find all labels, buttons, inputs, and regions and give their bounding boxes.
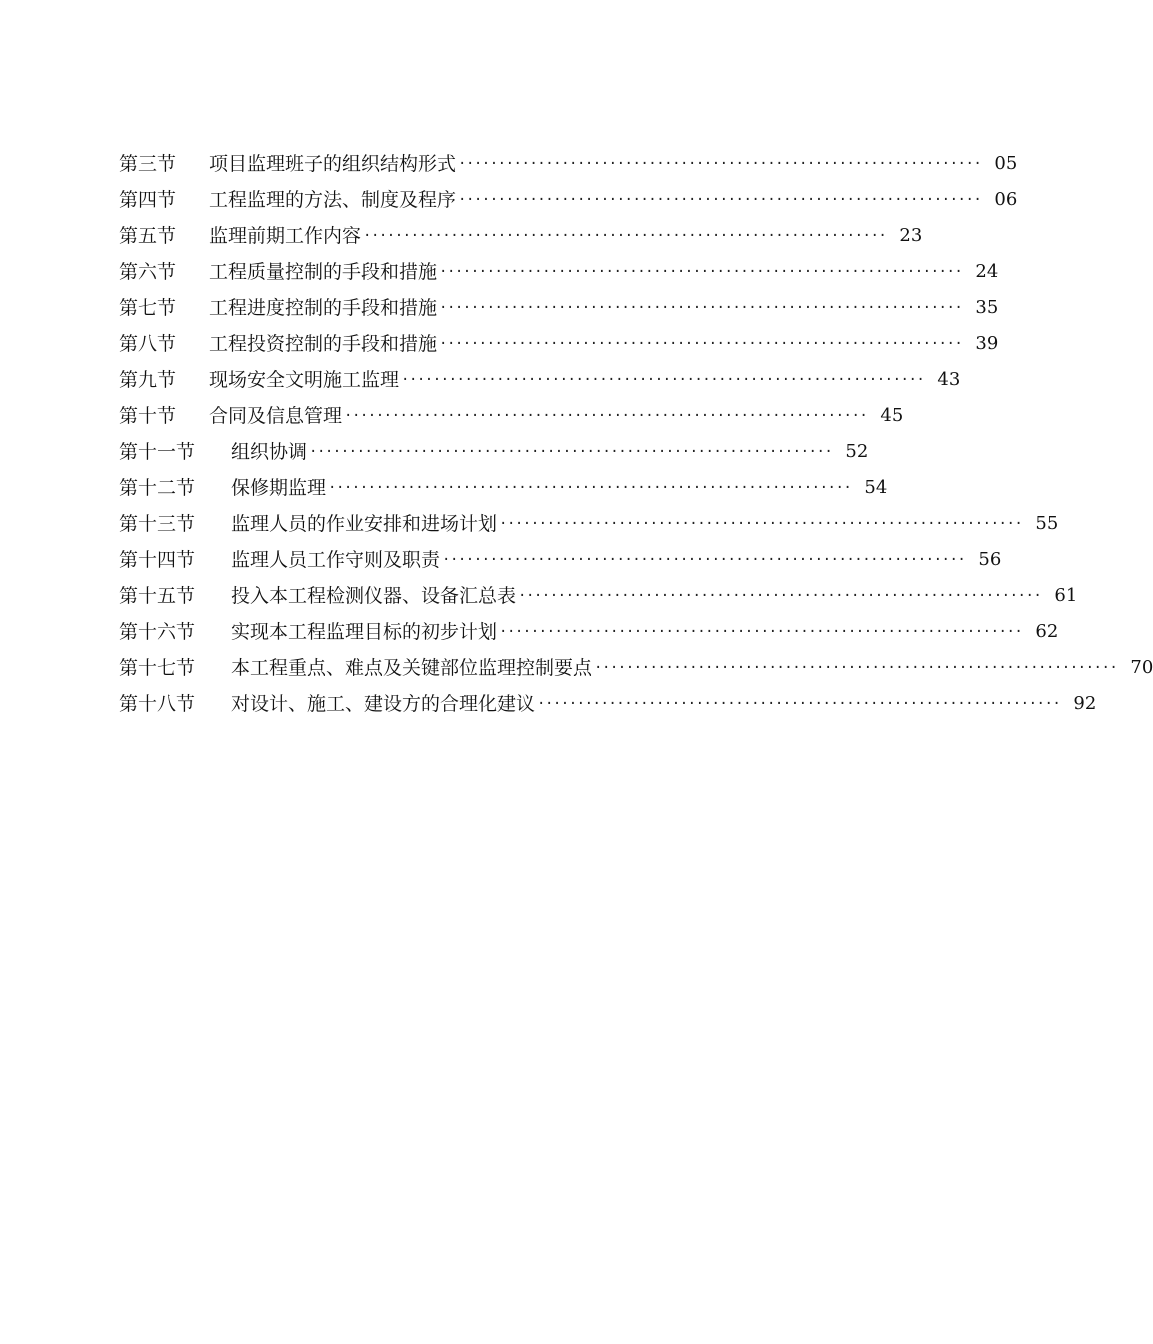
- toc-section-title: 合同及信息管理: [209, 405, 343, 427]
- toc-section-title: 工程进度控制的手段和措施: [209, 297, 438, 319]
- toc-page-number: 70: [1130, 657, 1153, 678]
- toc-page-number: 92: [1073, 693, 1097, 714]
- toc-dot-leader: ··································································: [518, 588, 1042, 604]
- toc-dot-leader: ··································································: [594, 660, 1118, 676]
- toc-section-number: 第八节: [119, 333, 177, 355]
- toc-section-title: 现场安全文明施工监理: [209, 369, 400, 391]
- toc-page-number: 23: [899, 225, 923, 246]
- toc-section-title: 监理人员的作业安排和进场计划: [231, 513, 498, 535]
- toc-dot-leader: ··································································: [537, 696, 1061, 712]
- toc-section-number: 第十七节: [119, 657, 196, 679]
- toc-entry[interactable]: [119, 398, 904, 434]
- toc-dot-leader: ··································································: [499, 516, 1023, 532]
- toc-section-title: 本工程重点、难点及关键部位监理控制要点: [231, 657, 593, 679]
- toc-dot-leader: ··································································: [439, 264, 963, 280]
- toc-entry[interactable]: [119, 542, 1002, 578]
- toc-dot-leader: ··································································: [344, 408, 868, 424]
- toc-entry[interactable]: [119, 218, 923, 254]
- toc-entry[interactable]: [119, 506, 1059, 542]
- toc-section-title: 投入本工程检测仪器、设备汇总表: [231, 585, 517, 607]
- toc-page-number: 05: [994, 153, 1018, 174]
- toc-dot-leader: ··································································: [439, 300, 963, 316]
- toc-entry[interactable]: [119, 146, 1018, 182]
- toc-page-number: 62: [1035, 621, 1059, 642]
- toc-dot-leader: ··································································: [309, 444, 833, 460]
- toc-dot-leader: ··································································: [499, 624, 1023, 640]
- toc-section-title: 项目监理班子的组织结构形式: [209, 153, 457, 175]
- toc-page-number: 06: [994, 189, 1018, 210]
- toc-section-number: 第十三节: [119, 513, 196, 535]
- toc-page-number: 45: [880, 405, 904, 426]
- toc-section-number: 第六节: [119, 261, 177, 283]
- toc-page-number: 56: [978, 549, 1002, 570]
- toc-entry[interactable]: [119, 254, 999, 290]
- toc-dot-leader: ··································································: [401, 372, 925, 388]
- toc-page-number: 55: [1035, 513, 1059, 534]
- toc-entry[interactable]: [119, 650, 1153, 686]
- toc-section-title: 保修期监理: [231, 477, 327, 499]
- toc-section-title: 实现本工程监理目标的初步计划: [231, 621, 498, 643]
- toc-section-number: 第四节: [119, 189, 177, 211]
- toc-entry[interactable]: [119, 686, 1097, 722]
- toc-dot-leader: ··································································: [363, 228, 887, 244]
- toc-section-number: 第十六节: [119, 621, 196, 643]
- toc-section-number: 第七节: [119, 297, 177, 319]
- table-of-contents: [119, 146, 1153, 722]
- toc-dot-leader: ··································································: [328, 480, 852, 496]
- toc-section-title: 工程投资控制的手段和措施: [209, 333, 438, 355]
- toc-page-number: 52: [845, 441, 869, 462]
- toc-page-number: 39: [975, 333, 999, 354]
- toc-section-number: 第三节: [119, 153, 177, 175]
- toc-section-number: 第十节: [119, 405, 177, 427]
- toc-page-number: 61: [1054, 585, 1078, 606]
- toc-page-number: 43: [937, 369, 961, 390]
- toc-section-number: 第十二节: [119, 477, 196, 499]
- toc-dot-leader: ··································································: [442, 552, 966, 568]
- toc-section-number: 第十五节: [119, 585, 196, 607]
- toc-section-title: 监理人员工作守则及职责: [231, 549, 441, 571]
- toc-section-number: 第十一节: [119, 441, 196, 463]
- toc-section-title: 监理前期工作内容: [209, 225, 362, 247]
- toc-section-number: 第九节: [119, 369, 177, 391]
- toc-dot-leader: ··································································: [458, 192, 982, 208]
- toc-section-number: 第五节: [119, 225, 177, 247]
- toc-entry[interactable]: [119, 614, 1059, 650]
- toc-page-number: 54: [864, 477, 888, 498]
- toc-entry[interactable]: [119, 470, 888, 506]
- toc-dot-leader: ··································································: [458, 156, 982, 172]
- toc-entry[interactable]: [119, 290, 999, 326]
- toc-entry[interactable]: [119, 362, 961, 398]
- toc-section-number: 第十四节: [119, 549, 196, 571]
- toc-page-number: 24: [975, 261, 999, 282]
- toc-entry[interactable]: [119, 182, 1018, 218]
- toc-page-number: 35: [975, 297, 999, 318]
- toc-section-title: 工程监理的方法、制度及程序: [209, 189, 457, 211]
- toc-entry[interactable]: [119, 326, 999, 362]
- toc-section-number: 第十八节: [119, 693, 196, 715]
- toc-section-title: 组织协调: [231, 441, 308, 463]
- toc-dot-leader: ··································································: [439, 336, 963, 352]
- toc-entry[interactable]: [119, 434, 869, 470]
- toc-section-title: 对设计、施工、建设方的合理化建议: [231, 693, 536, 715]
- toc-entry[interactable]: [119, 578, 1078, 614]
- toc-section-title: 工程质量控制的手段和措施: [209, 261, 438, 283]
